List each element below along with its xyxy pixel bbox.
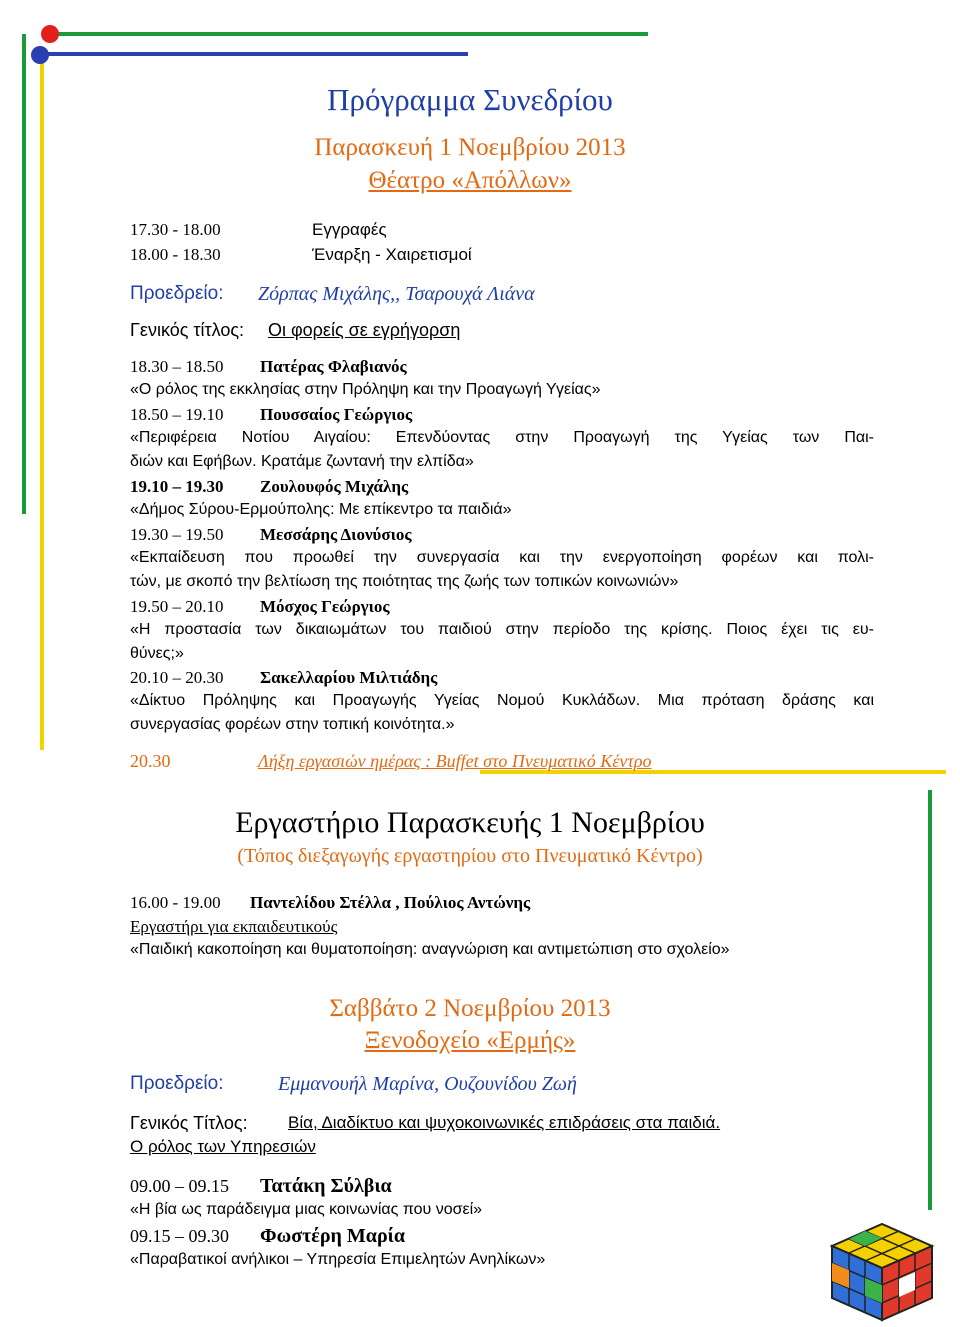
presidium-label: Προεδρείο: <box>130 283 224 304</box>
talk-title: διών και Εφήβων. Κρατάμε ζωντανή την ελπίδα» <box>130 453 474 470</box>
day1-venue: Θέατρο «Απόλλων» <box>368 167 572 194</box>
talk-speaker: Σακελλαρίου Μιλτιάδης <box>260 668 438 687</box>
talk-speaker: Φωστέρη Μαρία <box>260 1225 406 1247</box>
closing-text: Λήξη εργασιών ημέρας : Buffet στο Πνευματικό Κέντρο <box>258 751 652 771</box>
talk-time: 09.00 – 09.15 <box>130 1176 229 1196</box>
green-horizontal-line <box>48 32 648 36</box>
presidium-names: Ζόρπας Μιχάλης,, Τσαρουχά Λιάνα <box>258 283 535 305</box>
talk-title: «Δίκτυο Πρόληψης και Προαγωγής Υγείας Νομού Κυκλάδων. Μια πρόταση δράσης και <box>130 692 874 709</box>
day2-venue: Ξενοδοχείο «Ερμής» <box>364 1027 576 1054</box>
talk-title: «Η βία ως παράδειγμα μιας κοινωνίας που νοσεί» <box>130 1201 483 1218</box>
talk-title: «Δήμος Σύρου-Ερμούπολης: Με επίκεντρο τα παιδιά» <box>130 501 512 518</box>
red-dot-icon <box>41 25 59 43</box>
talk-title: θύνες;» <box>130 645 184 662</box>
general-title-label: Γενικός Τίτλος: <box>130 1113 248 1133</box>
general-title: Οι φορείς σε εγρήγορση <box>268 320 461 340</box>
talk-speaker: Ζουλουφός Μιχάλης <box>260 477 409 496</box>
talk-title: συνεργασίας φορέων στην τοπική κοινότητα.» <box>130 716 455 733</box>
talk-title: «Παραβατικοί ανήλικοι – Υπηρεσία Επιμελητών Ανηλίκων» <box>130 1251 546 1268</box>
workshop-audience: Εργαστήρι για εκπαιδευτικούς <box>130 917 338 936</box>
talk-title: τών, με σκοπό την βελτίωση της ποιότητας της ζωής των τοπικών κοινωνιών» <box>130 573 679 590</box>
rubiks-cube-icon <box>822 1220 942 1324</box>
workshop-time: 16.00 - 19.00 <box>130 893 221 912</box>
workshop-topic: «Παιδική κακοποίηση και θυματοποίηση: αναγνώριση και αντιμετώπιση στο σχολείο» <box>130 941 730 958</box>
blue-horizontal-line <box>48 52 468 56</box>
talk-time: 09.15 – 09.30 <box>130 1226 229 1246</box>
page-title: Πρόγραμμα Συνεδρίου <box>327 82 613 117</box>
talk-title: «Η προστασία των δικαιωμάτων του παιδιού στην περίοδο της κρίσης. Ποιος έχει τις ευ- <box>130 621 874 638</box>
closing-time: 20.30 <box>130 751 171 771</box>
talk-title: «Περιφέρεια Νοτίου Αιγαίου: Επενδύοντας στην Προαγωγή της Υγείας των Παι- <box>130 429 874 446</box>
general-title-line2: Ο ρόλος των Υπηρεσιών <box>130 1137 316 1156</box>
schedule-time: 18.00 - 18.30 <box>130 245 221 264</box>
talk-speaker: Μεσσάρης Διονύσιος <box>260 525 412 544</box>
presidium-label: Προεδρείο: <box>130 1073 224 1094</box>
talk-title: «Ο ρόλος της εκκλησίας στην Πρόληψη και την Προαγωγή Υγείας» <box>130 381 601 398</box>
general-title-label: Γενικός τίτλος: <box>130 320 245 340</box>
talk-time: 19.50 – 20.10 <box>130 597 224 616</box>
schedule-time: 17.30 - 18.00 <box>130 220 221 239</box>
workshop-speakers: Παντελίδου Στέλλα , Πούλιος Αντώνης <box>250 893 531 912</box>
presidium-names: Εμμανουήλ Μαρίνα, Ουζουνίδου Ζωή <box>278 1073 577 1095</box>
talk-speaker: Μόσχος Γεώργιος <box>260 597 390 616</box>
yellow-vertical-line <box>40 60 44 750</box>
talk-time: 20.10 – 20.30 <box>130 668 224 687</box>
talk-time: 18.50 – 19.10 <box>130 405 224 424</box>
blue-dot-icon <box>31 46 49 64</box>
talk-time: 19.10 – 19.30 <box>130 477 224 496</box>
talk-speaker: Πουσσαίος Γεώργιος <box>260 405 413 424</box>
talk-speaker: Πατέρας Φλαβιανός <box>260 357 407 376</box>
talk-time: 18.30 – 18.50 <box>130 357 224 376</box>
general-title: Βία, Διαδίκτυο και ψυχοκοινωνικές επιδράσεις στα παιδιά. <box>288 1113 721 1132</box>
day1-date: Παρασκευή 1 Νοεμβρίου 2013 <box>314 134 626 161</box>
workshop-title: Εργαστήριο Παρασκευής 1 Νοεμβρίου <box>235 806 705 839</box>
talk-title: «Εκπαίδευση που προωθεί την συνεργασία και την ενεργοποίηση φορέων και πολι- <box>130 549 874 566</box>
schedule-text: Έναρξη - Χαιρετισμοί <box>312 245 472 264</box>
workshop-location: (Τόπος διεξαγωγής εργαστηρίου στο Πνευματικό Κέντρο) <box>237 845 703 867</box>
day2-date: Σαββάτο 2 Νοεμβρίου 2013 <box>329 995 611 1022</box>
talk-speaker: Τατάκη Σύλβια <box>260 1175 392 1197</box>
talk-time: 19.30 – 19.50 <box>130 525 224 544</box>
schedule-text: Εγγραφές <box>312 220 387 239</box>
